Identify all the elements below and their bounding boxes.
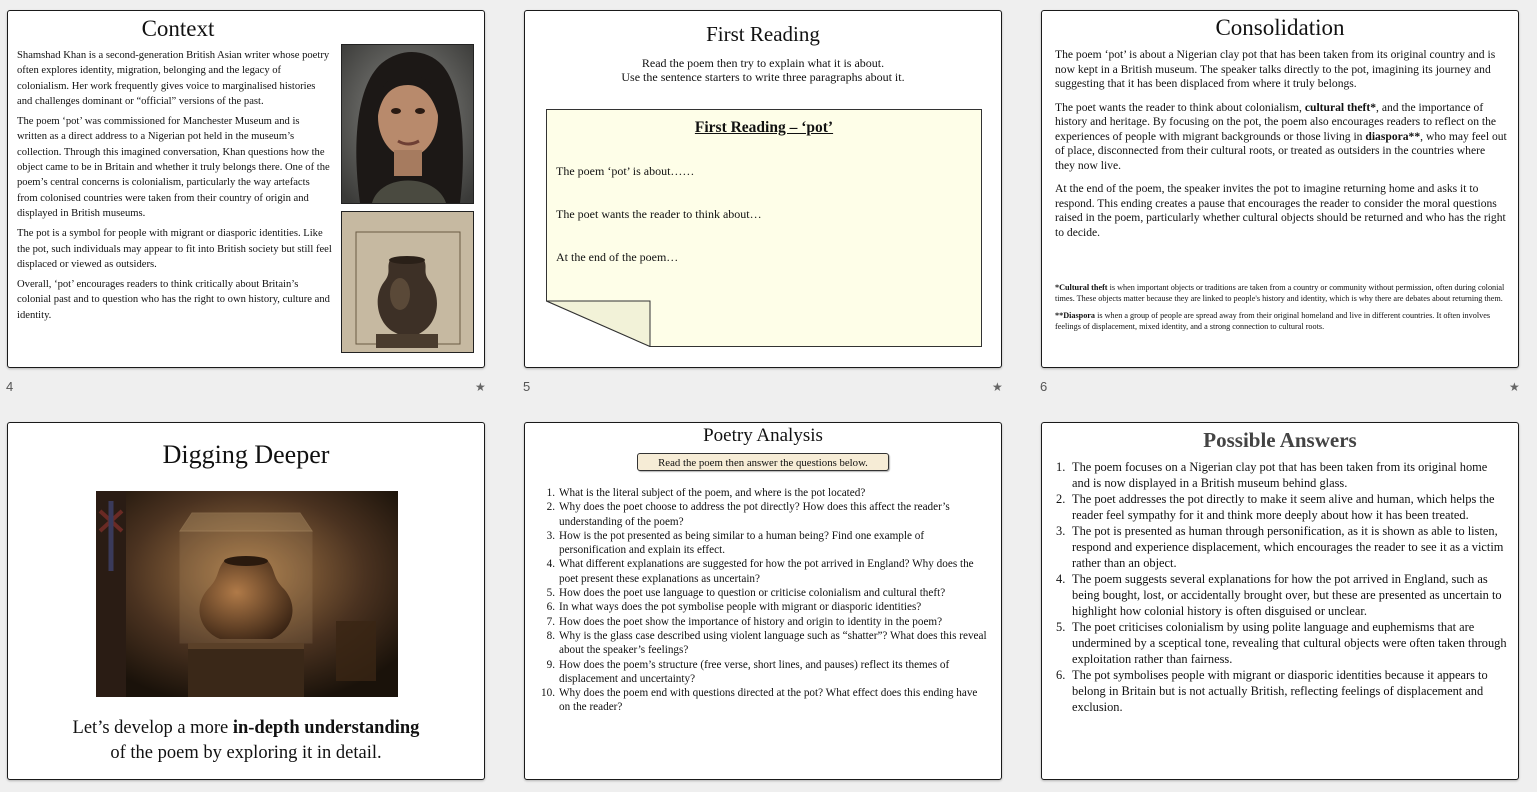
slide-thumbnail-6[interactable]: [1041, 10, 1519, 368]
list-item: 1. The poem focuses on a Nigerian clay pot that has been taken from its original home and is now displayed in a British museum behind glass.: [1056, 460, 1488, 490]
list-item: 4. What different explanations are suggested for how the pot arrived in England? Why does the poet present these explanations as uncertain?: [546, 558, 974, 585]
sticky-note-box: [546, 109, 982, 347]
list-item: 3. How is the pot presented as being similar to a human being? Find one example of personification and explain its effect.: [546, 529, 925, 557]
star-icon[interactable]: ★: [1509, 380, 1520, 394]
slide-title: Context: [141, 16, 215, 41]
sentence-starter: The poem ‘pot’ is about……: [556, 164, 695, 178]
list-item: 5. The poet criticises colonialism by using polite language and euphemisms that are undermined by a sceptical tone, revealing that cultural objects were often taken through exploitation rather than fairness.: [1056, 620, 1507, 666]
slide-caption: Let’s develop a more in-depth understanding of the poem by exploring it in detail.: [72, 718, 420, 763]
list-item: 8. Why is the glass case described using violent language such as “shatter”? What does this reveal about the speaker’s feelings?: [546, 629, 987, 657]
instruction-line: Use the sentence starters to write three paragraphs about it.: [621, 70, 905, 84]
slide-body-text: [1055, 48, 1507, 249]
list-item: 5. How does the poet use language to question or criticise colonialism and cultural theft?: [546, 587, 946, 600]
list-item: 9. How does the poem’s structure (free verse, short lines, and pauses) reflect its themes of displacement and uncertainty?: [546, 658, 950, 685]
list-item: 6. The pot symbolises people with migrant or diasporic identities because it appears to belong in Britain but is not actually British, reflecting feelings of displacement and exclusion.: [1056, 668, 1488, 714]
list-item: 2. Why does the poet choose to address the pot directly? How does this affect the reader’s understanding of the poem?: [546, 501, 950, 528]
slide-number: 5: [523, 379, 531, 394]
star-icon[interactable]: ★: [475, 380, 486, 394]
slide-title: First Reading: [706, 22, 820, 46]
question-list: [539, 486, 991, 715]
slide-title: Digging Deeper: [162, 440, 330, 469]
star-icon[interactable]: ★: [992, 380, 1003, 394]
author-portrait-image: [341, 44, 474, 204]
slide-title: Possible Answers: [1203, 428, 1357, 452]
slide-thumbnail-7[interactable]: [7, 422, 485, 780]
slide-number: 4: [6, 379, 14, 394]
instruction-badge: Read the poem then answer the questions below.: [637, 453, 889, 471]
slide-thumbnail-5[interactable]: [524, 10, 1002, 368]
list-item: 4. The poem suggests several explanations for how the pot arrived in England, such as being bought, lost, or accidentally brought over, but these are presented as uncertain to highlight how colonial history is often disguised or unclear.: [1056, 572, 1502, 618]
slide-title: Consolidation: [1215, 15, 1345, 40]
list-item: 2. The poet addresses the pot directly to make it seem alive and human, which helps the reader feel sympathy for it and think more deeply about how it has been treated.: [1056, 492, 1495, 522]
slide-thumbnail-9[interactable]: [1041, 422, 1519, 780]
footnotes: [1055, 283, 1507, 339]
paragraph: Overall, ‘pot’ encourages readers to think critically about Britain’s colonial past and to question who has the right to own history, culture and identity.: [17, 279, 330, 321]
paragraph: The poem ‘pot’ was commissioned for Manchester Museum and is written as a direct address to a Nigerian pot held in the museum’s collection. Through this imagined conversation, Khan questions how the object came to be in Britain and whether it truly belongs there. One of the poem’s central concerns is colonialism, particularly the way artefacts from colonised countries were taken from their country of origin and displayed in British museums.: [17, 116, 330, 219]
paragraph: The poet wants the reader to think about colonialism, cultural theft*, and the importance of history and heritage. By focusing on the pot, the poem also encourages readers to reflect on the experiences of people with migrant backgrounds or those living in diaspora**, who may feel out of place, disconnected from their cultural roots, or treated as outsiders in the countries where they now live.: [1055, 100, 1507, 172]
list-item: 7. How does the poet show the importance of history and origin to identity in the poem?: [546, 615, 943, 628]
paragraph: Shamshad Khan is a second-generation British Asian writer whose poetry often explores identity, migration, belonging and the legacy of colonialism. Her work frequently gives voice to marginalised histories and challenges dominant or “official” versions of the past.: [17, 50, 330, 107]
paragraph: The poem ‘pot’ is about a Nigerian clay pot that has been taken from its original country and is now kept in a British museum. The speaker talks directly to the pot, imagining its journey and suggesting that it has been displaced from where it truly belongs.: [1055, 48, 1496, 90]
list-item: 6. In what ways does the pot symbolise people with migrant or diasporic identities?: [546, 601, 922, 614]
slide-number: 6: [1040, 379, 1048, 394]
list-item: 10. Why does the poem end with questions directed at the pot? What effect does this ending have on the reader?: [541, 687, 978, 714]
answer-list: [1056, 459, 1508, 715]
footnote: **Diaspora is when a group of people are spread away from their original homeland and live in different countries. It often involves feelings of displacement, mixed identity, and a strong connection to cultural roots.: [1055, 311, 1491, 331]
list-item: 1. What is the literal subject of the poem, and where is the pot located?: [546, 487, 866, 499]
note-heading: First Reading – ‘pot’: [694, 119, 834, 136]
sentence-starter: The poet wants the reader to think about…: [556, 207, 762, 221]
slide-instructions: [525, 56, 1001, 84]
pot-in-case-image: [341, 211, 474, 353]
slide-thumbnail-8[interactable]: [524, 422, 1002, 780]
list-item: 3. The pot is presented as human through personification, as it is shown as able to listen, respond and experience displacement, which encourages the reader to see it as a victim rather than an object.: [1056, 524, 1504, 570]
slide-body-text: [17, 48, 332, 328]
sentence-starter: At the end of the poem…: [556, 250, 679, 264]
museum-pot-image: [96, 491, 398, 697]
paragraph: The pot is a symbol for people with migrant or diasporic identities. Like the pot, such individuals may appear to fit into British society but still feel displaced or viewed as outsiders.: [17, 228, 332, 270]
paragraph: At the end of the poem, the speaker invites the pot to imagine returning home and asks it to respond. This ending creates a pause that encourages the reader to consider the moral questions raised in the poem, particularly whether cultural objects should be returned and who has the right to decide.: [1055, 182, 1506, 239]
instruction-line: Read the poem then try to explain what it is about.: [641, 56, 885, 70]
footnote: *Cultural theft is when important objects or traditions are taken from a country or community without permission, often during colonial times. These objects matter because they are linked to people's history and identity, which is why there are debates about returning them.: [1055, 283, 1505, 303]
slide-thumbnail-4[interactable]: [7, 10, 485, 368]
slide-title: Poetry Analysis: [703, 425, 823, 446]
